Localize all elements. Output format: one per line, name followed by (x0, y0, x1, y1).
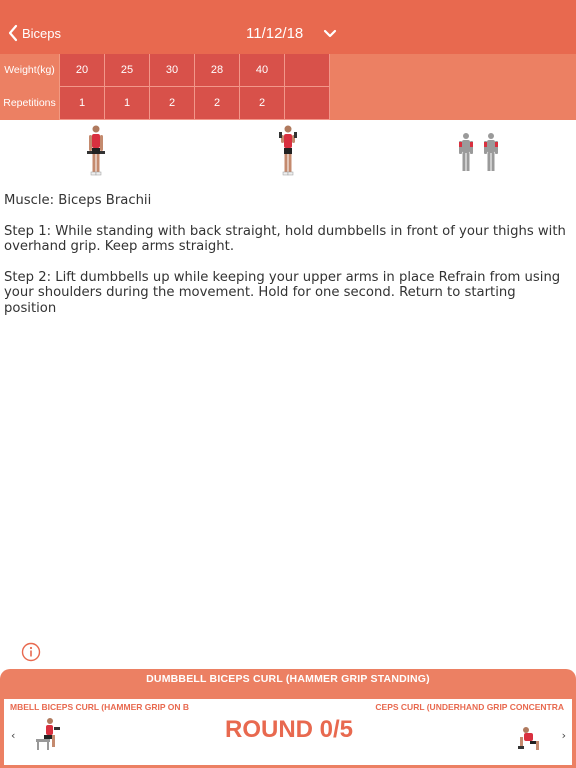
repetitions-cell[interactable]: 1 (60, 87, 105, 120)
repetitions-row-label: Repetitions (0, 87, 60, 120)
repetitions-cell[interactable] (285, 87, 330, 120)
weight-cell[interactable]: 25 (105, 54, 150, 87)
weight-row-label: Weight(kg) (0, 54, 60, 87)
sets-table (0, 54, 576, 120)
repetitions-cell[interactable]: 1 (105, 87, 150, 120)
weight-cell[interactable] (285, 54, 330, 87)
repetitions-cell[interactable]: 2 (195, 87, 240, 120)
weight-row (0, 54, 330, 87)
chevron-down-icon[interactable] (322, 28, 338, 40)
step2-text: Step 2: Lift dumbbells up while keeping your upper arms in place Refrain from using your shoulders during the movement. Hold for one second. Return to starting position (4, 269, 561, 316)
info-icon[interactable] (21, 642, 41, 662)
back-label: Biceps (22, 25, 62, 41)
end-position-figure (276, 124, 300, 178)
weight-cell[interactable]: 30 (150, 54, 195, 87)
chevron-left-icon (8, 24, 18, 42)
step1-text: Step 1: While standing with back straight, hold dumbbells in front of your thighs with overhand grip. Keep arms straight. (4, 223, 566, 254)
weight-cell[interactable]: 20 (60, 54, 105, 87)
round-counter: ROUND 0/5 (224, 716, 354, 743)
weight-cell[interactable]: 40 (240, 54, 285, 87)
repetitions-cell[interactable]: 2 (240, 87, 285, 120)
muscle-text: Muscle: Biceps Brachii (4, 193, 152, 208)
back-button[interactable] (8, 24, 61, 42)
previous-exercise-thumbnail[interactable] (34, 717, 62, 751)
next-arrow-icon[interactable]: › (561, 729, 566, 742)
previous-arrow-icon[interactable]: ‹ (11, 729, 16, 742)
next-exercise-thumbnail[interactable] (516, 725, 544, 751)
exercise-carousel[interactable] (4, 699, 572, 765)
next-exercise-name[interactable]: CEPS CURL (UNDERHAND GRIP CONCENTRA (375, 702, 564, 712)
exercise-panel (0, 669, 576, 768)
session-date[interactable]: 11/12/18 (246, 25, 304, 42)
current-exercise-title: DUMBBELL BICEPS CURL (HAMMER GRIP STANDING) (146, 673, 430, 685)
repetitions-row (0, 87, 330, 120)
exercise-illustrations (0, 120, 576, 180)
previous-exercise-name[interactable]: MBELL BICEPS CURL (HAMMER GRIP ON B (10, 702, 189, 712)
exercise-description (4, 193, 570, 331)
start-position-figure (84, 124, 108, 178)
muscle-map-figure (456, 132, 502, 174)
weight-cell[interactable]: 28 (195, 54, 240, 87)
repetitions-cell[interactable]: 2 (150, 87, 195, 120)
header-bar (0, 0, 576, 54)
